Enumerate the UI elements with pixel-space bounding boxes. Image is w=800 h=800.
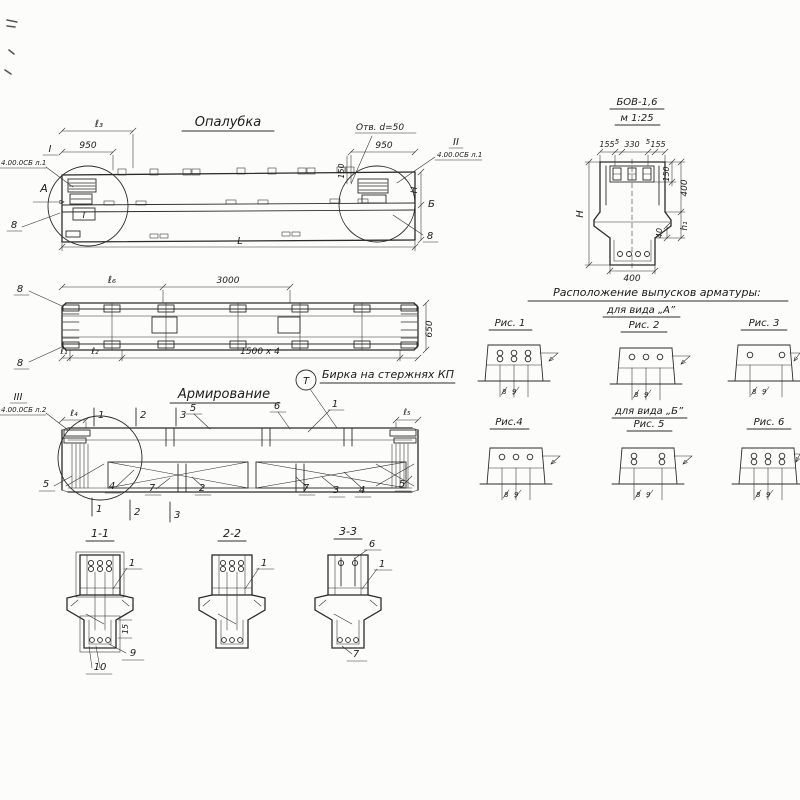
fig4-sketch — [480, 448, 560, 500]
dim-l6: ℓ₆ — [107, 275, 117, 286]
fig1-title: Рис. 1 — [494, 318, 526, 329]
end-view-bottom-dim — [607, 266, 658, 274]
bar-label-4-br: 4 — [358, 485, 366, 496]
section-mark-3-top: 3 — [180, 410, 187, 421]
fig1-mark-8: 8 — [502, 388, 507, 396]
dim-650: 650 — [425, 320, 435, 338]
tag-note — [296, 368, 455, 428]
fig3-sketch — [728, 345, 800, 397]
bar-label-7-bl: 7 — [148, 483, 156, 494]
bar-label-5-bl: 5 — [42, 479, 50, 490]
fig5-mark-9: 9 — [646, 491, 651, 499]
detail-circle-right — [339, 166, 415, 242]
fig3-mark-8: 8 — [752, 388, 757, 396]
bar-label-5-top: 5 — [189, 403, 197, 414]
dim-b: Б — [428, 199, 435, 210]
formwork-joint-tabs — [104, 167, 368, 238]
embedded-plate-right — [358, 179, 388, 203]
dim-40: 40 — [655, 227, 664, 239]
fig4-mark-8: 8 — [504, 491, 509, 499]
layout-title: Расположение выпусков арматуры: — [553, 286, 761, 299]
dim-H: Н — [575, 210, 586, 218]
stirrups — [166, 428, 352, 492]
dim-h1: h₁ — [680, 221, 690, 231]
bar-label-3-br: 3 — [332, 485, 340, 496]
section-marks-top — [94, 408, 176, 426]
mark-8-left: 8 — [10, 220, 18, 231]
plan-mark-8-bottom: 8 — [16, 358, 24, 369]
cross-section-1-1 — [67, 527, 144, 674]
ref-roman-2: II — [453, 137, 459, 148]
end-view-heading: БОВ-1,6 — [616, 97, 658, 108]
plan-mark-8-top: 8 — [16, 284, 24, 295]
formwork-title: Опалубка — [194, 115, 262, 130]
hole-note: Отв. d=50 — [356, 123, 405, 133]
dim-5-left: 5 — [614, 138, 620, 146]
fig2-mark-8: 8 — [634, 391, 639, 399]
plan-opening-1 — [152, 317, 177, 333]
scan-artifacts — [5, 20, 17, 74]
dim-length: L — [237, 236, 243, 247]
end-view — [575, 97, 690, 284]
plan-view — [14, 275, 435, 369]
dim-l4: ℓ₄ — [70, 409, 78, 419]
layout-subtitle-b: для вида „Б” — [614, 406, 684, 417]
tag-symbol: Т — [302, 376, 310, 387]
fig6-mark-8: 8 — [756, 491, 761, 499]
fig2-title: Рис. 2 — [628, 320, 660, 331]
bar-label-5-br: 5 — [398, 479, 406, 490]
outlet-bars-right — [376, 430, 416, 488]
section-mark-1-top: 1 — [98, 410, 105, 421]
ref-doc-2: 4.00.0СБ л.1 — [437, 151, 483, 159]
fig1-mark-9: 9 — [512, 388, 517, 396]
plan-opening-2 — [278, 317, 300, 333]
dim-15: 15 — [121, 623, 130, 635]
section-marks-bottom — [92, 498, 170, 522]
dim-400-end: 400 — [680, 179, 690, 197]
bar-label-1-top: 1 — [331, 399, 339, 410]
end-view-scale: м 1:25 — [620, 113, 654, 124]
dim-155-left: 155 — [599, 140, 615, 149]
fig4-mark-9: 9 — [514, 491, 519, 499]
fig2-sketch — [610, 348, 690, 400]
bar-label-4-bl: 4 — [108, 481, 116, 492]
plan-cross-ties — [104, 303, 370, 350]
fig5-mark-8: 8 — [636, 491, 641, 499]
dim-1500x4: 1500 х 4 — [240, 347, 280, 357]
s1-bar-9: 9 — [129, 648, 137, 659]
fig2-mark-9: 9 — [644, 391, 649, 399]
tag-text: Бирка на стержнях КП — [322, 368, 454, 381]
section-2-title: 2-2 — [223, 527, 241, 540]
fig3-title: Рис. 3 — [748, 318, 780, 329]
fig5-sketch — [612, 448, 692, 500]
section-3-title: 3-3 — [339, 525, 357, 538]
dim-950-right: 950 — [375, 141, 393, 151]
tag-box-letter: Т — [81, 211, 87, 221]
s3-bar-1: 1 — [378, 559, 386, 570]
bar-label-2-bl: 2 — [198, 483, 206, 494]
fig6-title: Рис. 6 — [753, 417, 785, 428]
outlet-bars-left — [64, 430, 104, 488]
s1-bar-10: 10 — [93, 662, 107, 673]
formwork-view — [0, 115, 482, 251]
ref-doc-3: 4.00.0СБ л.2 — [1, 406, 47, 414]
ref-roman-3: III — [13, 392, 23, 403]
bar-label-6-top: 6 — [273, 401, 281, 412]
dim-l1: ℓ₁ — [60, 347, 68, 357]
detail-circle-left — [48, 166, 128, 246]
plan-end-right — [401, 305, 417, 348]
end-view-top-dims — [597, 149, 668, 166]
section-mark-1-bottom: 1 — [96, 504, 103, 515]
fig4-title: Рис.4 — [495, 417, 523, 428]
dim-l3: ℓ₃ — [94, 119, 104, 130]
fig5-arrow-icon — [674, 456, 692, 464]
plan-end-left — [63, 305, 79, 348]
dim-3000: 3000 — [216, 276, 240, 286]
dim-l5: ℓ₅ — [403, 408, 411, 418]
ref-doc-1: 4.00.0СБ л.1 — [1, 159, 47, 167]
reinforcement-title: Армирование — [177, 387, 271, 402]
s3-bar-7: 7 — [352, 649, 360, 660]
outlet-layout — [478, 286, 800, 500]
dim-330: 330 — [624, 140, 640, 149]
layout-subtitle-a: для вида „А” — [606, 305, 676, 316]
ref-roman-1: I — [48, 144, 52, 155]
section-mark-2-top: 2 — [140, 410, 147, 421]
fig6-mark-9: 9 — [766, 491, 771, 499]
dim-950-left: 950 — [79, 141, 97, 151]
bar-label-7-br: 7 — [302, 483, 310, 494]
fig6-sketch — [732, 448, 800, 500]
s3-bar-6: 6 — [368, 539, 376, 550]
dim-l2: ℓ₂ — [91, 347, 99, 357]
dim-height: Н — [410, 186, 420, 194]
reinforcement-view — [0, 387, 421, 522]
cross-section-2-2 — [199, 527, 274, 648]
fig1-sketch — [478, 345, 558, 397]
fig2-arrow-icon — [672, 356, 690, 364]
fig3-mark-9: 9 — [762, 388, 767, 396]
dim-150: 150 — [337, 163, 346, 179]
section-mark-2-bottom: 2 — [134, 507, 141, 518]
end-view-shape — [594, 159, 671, 269]
dim-150-end: 150 — [662, 166, 671, 182]
formwork-dimensions — [59, 128, 424, 251]
fig1-arrow-icon — [540, 353, 558, 361]
dim-5-right: 5 — [645, 138, 651, 146]
cross-section-3-3 — [315, 525, 392, 661]
fig4-arrow-icon — [542, 456, 560, 464]
s1-bar-1: 1 — [128, 558, 136, 569]
dim-155-right: 155 — [650, 140, 666, 149]
reinforcement-end-dims — [59, 417, 421, 428]
fig5-title: Рис. 5 — [633, 419, 665, 430]
mark-8-right: 8 — [426, 231, 434, 242]
view-arrow-a-label: А — [40, 182, 48, 195]
s2-bar-1: 1 — [260, 558, 268, 569]
section-mark-3-bottom: 3 — [174, 510, 181, 521]
dim-400-bottom: 400 — [623, 274, 641, 284]
section-1-title: 1-1 — [91, 527, 109, 540]
